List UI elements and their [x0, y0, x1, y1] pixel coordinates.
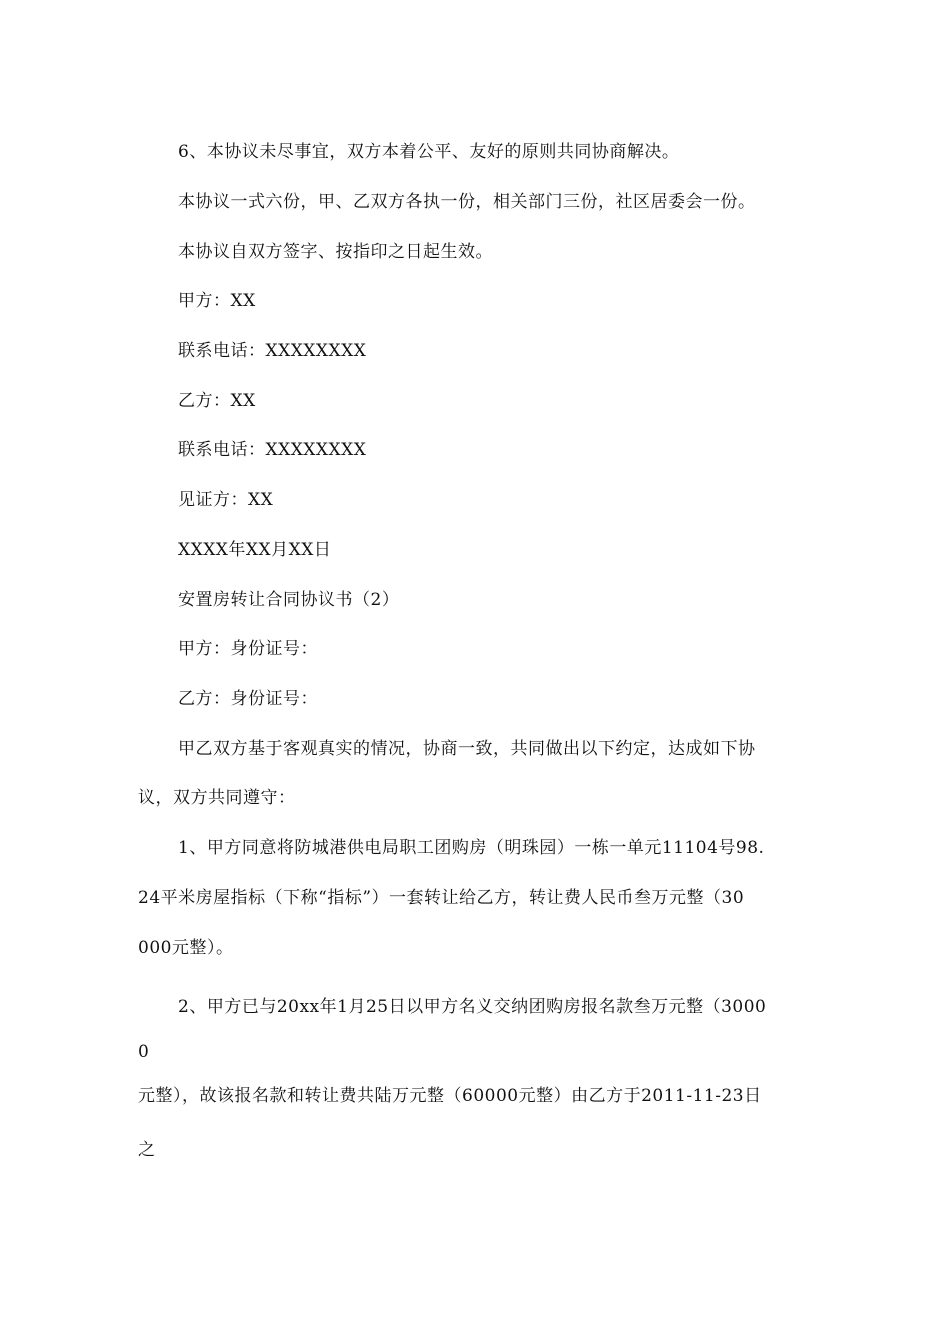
- witness: 见证方：XX: [178, 490, 274, 510]
- copies-clause: 本协议一式六份，甲、乙双方各执一份，相关部门三份，社区居委会一份。: [178, 192, 756, 212]
- party-b-id: 乙方：身份证号：: [178, 689, 318, 709]
- clause-1-line-3: 000元整）。: [138, 938, 234, 958]
- clause-2-line-3: 元整），故该报名款和转让费共陆万元整（60000元整）由乙方于2011-11-23日: [138, 1086, 762, 1106]
- party-a-id: 甲方：身份证号：: [178, 639, 318, 659]
- clause-1-line-1: 1、甲方同意将防城港供电局职工团购房（明珠园）一栋一单元11104号98.: [178, 838, 765, 858]
- clause-2-line-2: 0: [138, 1042, 150, 1062]
- party-a-phone: 联系电话：XXXXXXXX: [178, 341, 367, 361]
- clause-2-line-4: 之: [138, 1140, 156, 1160]
- party-b-phone: 联系电话：XXXXXXXX: [178, 440, 367, 460]
- clause-6: 6、本协议未尽事宜，双方本着公平、友好的原则共同协商解决。: [178, 142, 680, 162]
- clause-2-line-1: 2、甲方已与20xx年1月25日以甲方名义交纳团购房报名款叁万元整（3000: [178, 997, 767, 1017]
- preamble-line-2: 议，双方共同遵守：: [138, 788, 296, 808]
- clause-1-line-2: 24平米房屋指标（下称“指标”）一套转让给乙方，转让费人民币叁万元整（30: [138, 888, 745, 908]
- preamble-line-1: 甲乙双方基于客观真实的情况，协商一致，共同做出以下约定，达成如下协: [178, 739, 756, 759]
- party-a-name: 甲方：XX: [178, 291, 256, 311]
- signing-date: XXXX年XX月XX日: [178, 540, 332, 560]
- effective-clause: 本协议自双方签字、按指印之日起生效。: [178, 242, 493, 262]
- section-title: 安置房转让合同协议书（2）: [178, 590, 400, 610]
- party-b-name: 乙方：XX: [178, 391, 256, 411]
